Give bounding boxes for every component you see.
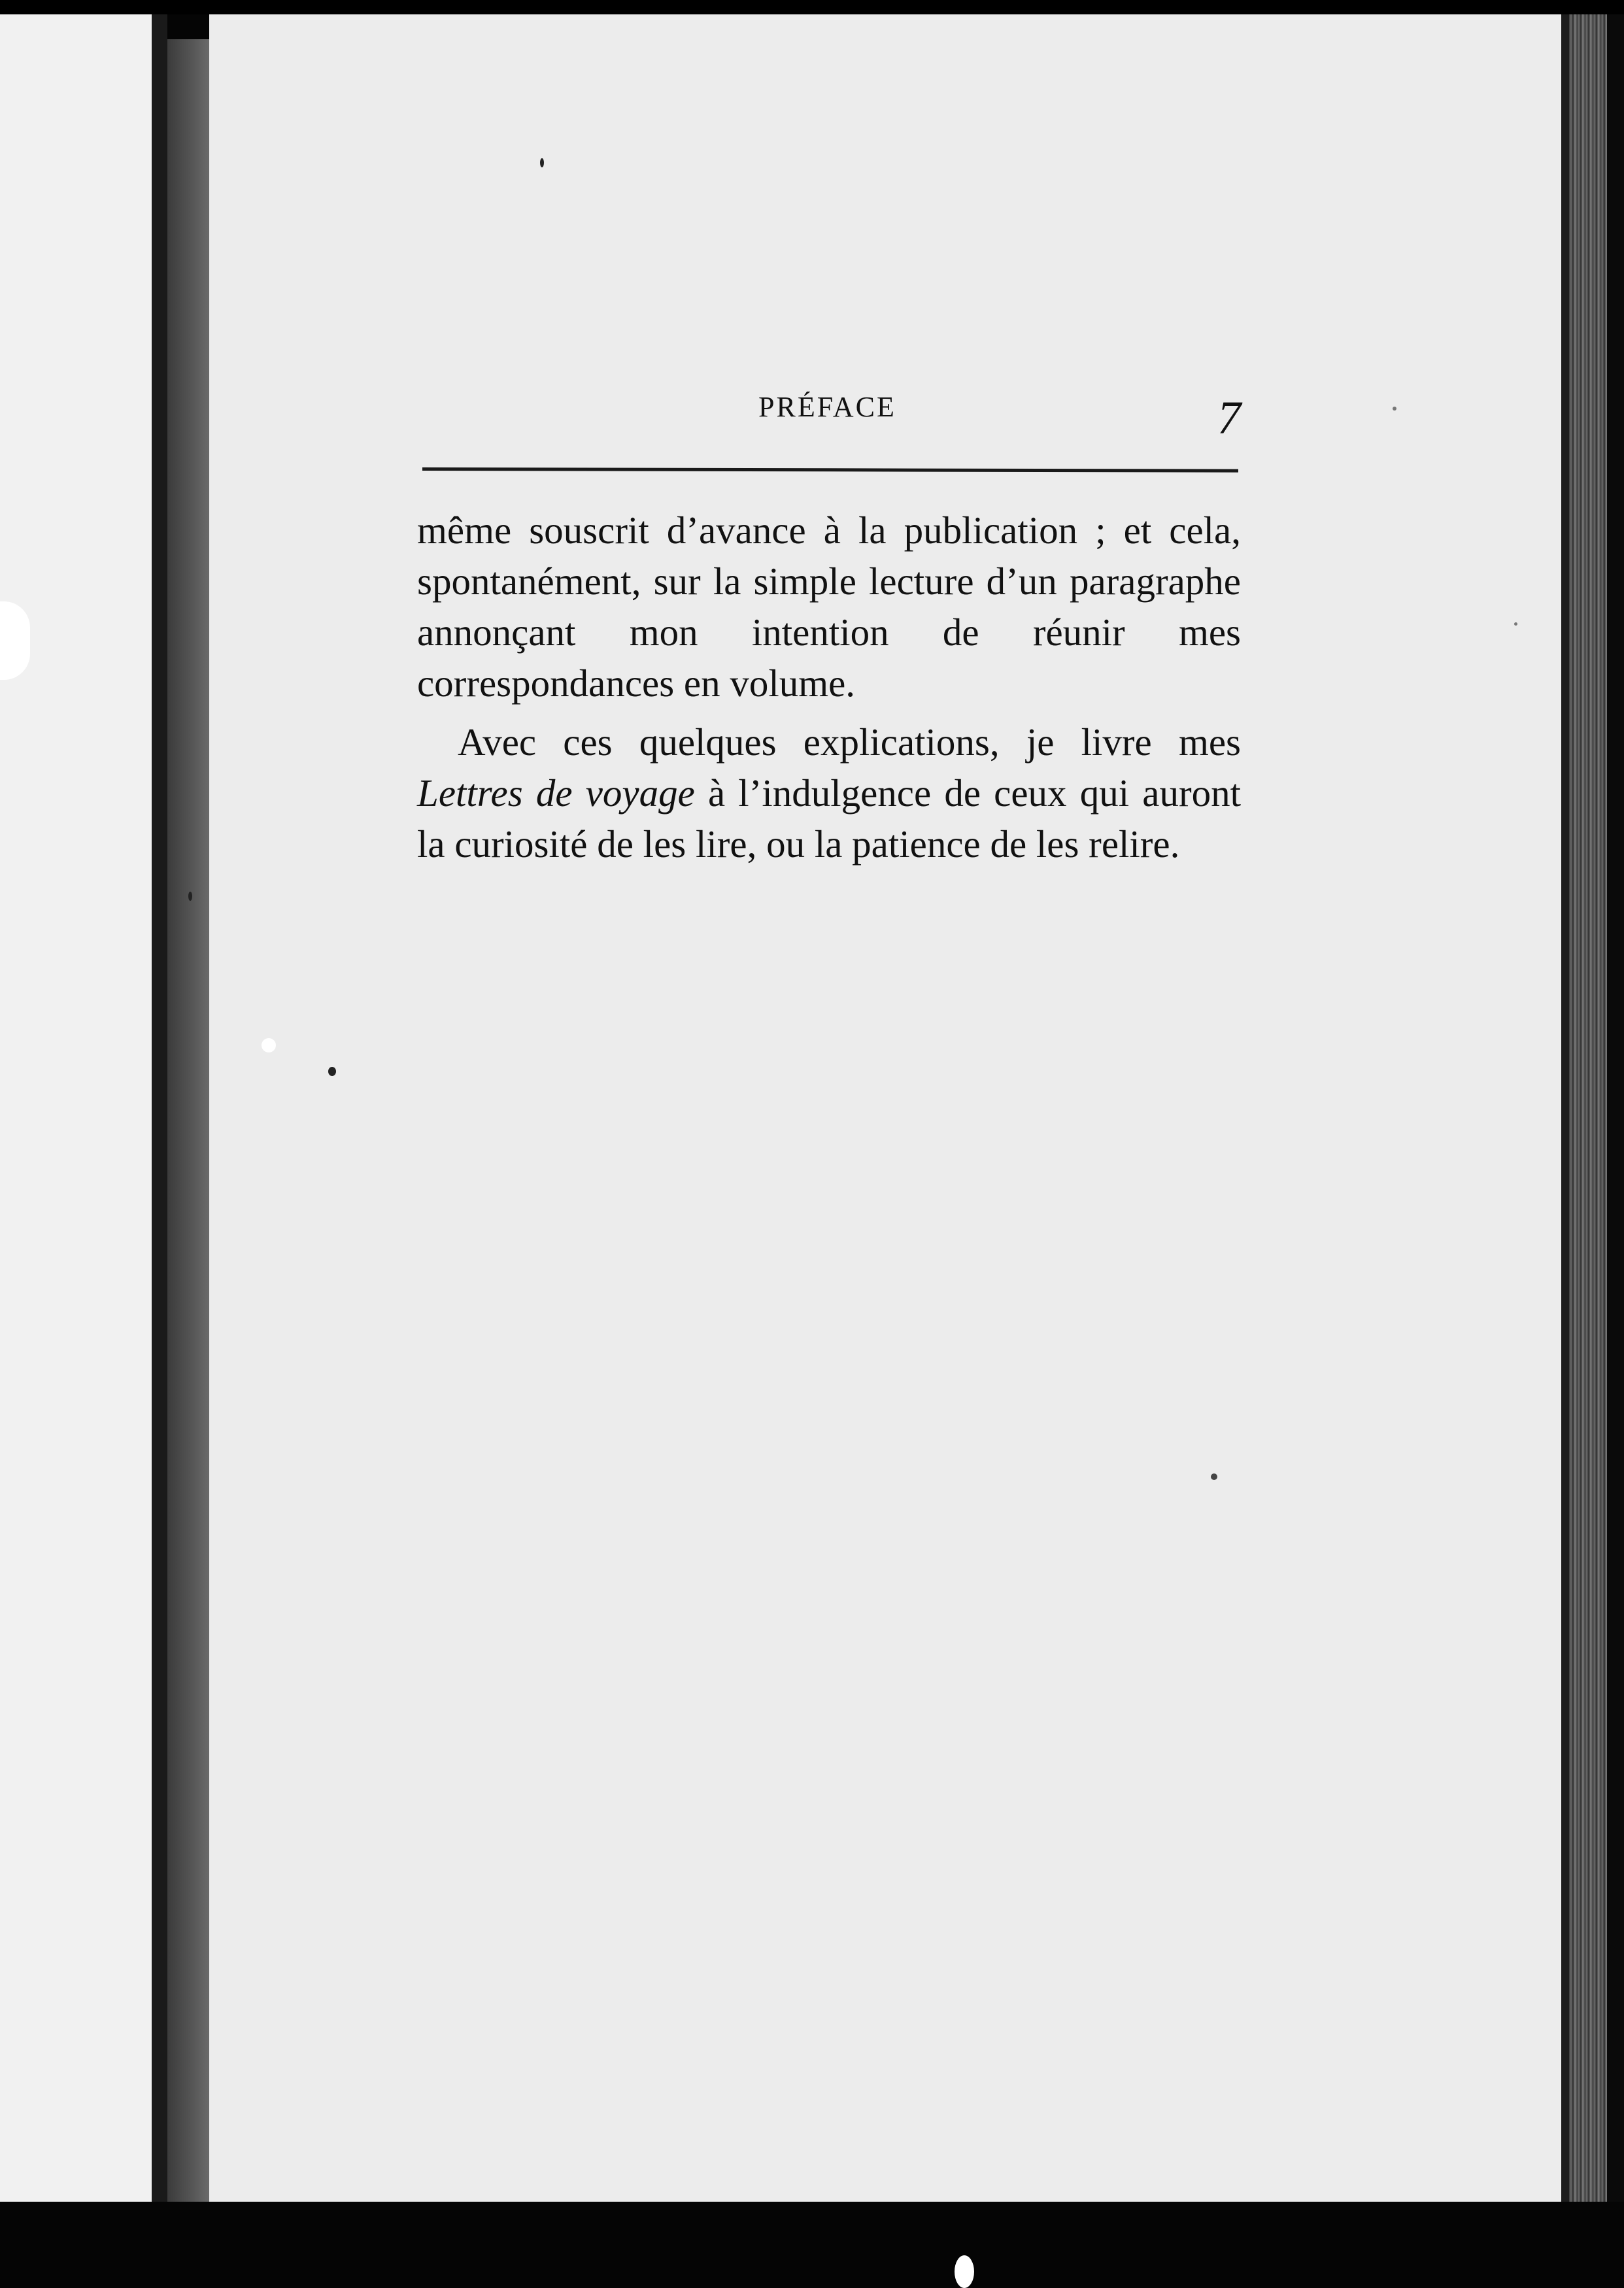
running-head: PRÉFACE [758,391,896,423]
book-page [209,14,1561,2202]
book-title-italic: Lettres de voyage [417,771,695,815]
book-gutter [152,14,167,2202]
paragraph-2-start: Avec ces quelques explications, je livre mes [458,720,1241,764]
paragraph-1: même souscrit d’avance à la publication ; et cela, spontanément, sur la simple lecture d’un paragraphe annonçant mon intention de réunir mes correspondances en volume. [417,509,1241,705]
paragraph-2-end: à l’indulgence de ceux qui auront la curiosité de les lire, ou la patience de les relire. [417,771,1241,866]
scan-highlight [955,2255,974,2288]
paragraph-2 [417,716,1241,869]
body-text [417,505,1241,869]
gutter-shadow [167,39,209,2202]
previous-page-edge [0,14,152,2202]
scan-speck [1514,622,1517,626]
scan-speck [540,158,544,167]
scan-speck [1393,407,1396,411]
scan-highlight [0,601,30,680]
top-border [0,0,1624,14]
page-number: 7 [1217,392,1241,444]
page-stack-inner-line [1561,14,1569,2202]
scan-speck [328,1067,336,1076]
right-border [1607,14,1624,2202]
scan-highlight [262,1038,276,1052]
scan-speck [1211,1473,1217,1480]
scan-speck [188,892,192,901]
